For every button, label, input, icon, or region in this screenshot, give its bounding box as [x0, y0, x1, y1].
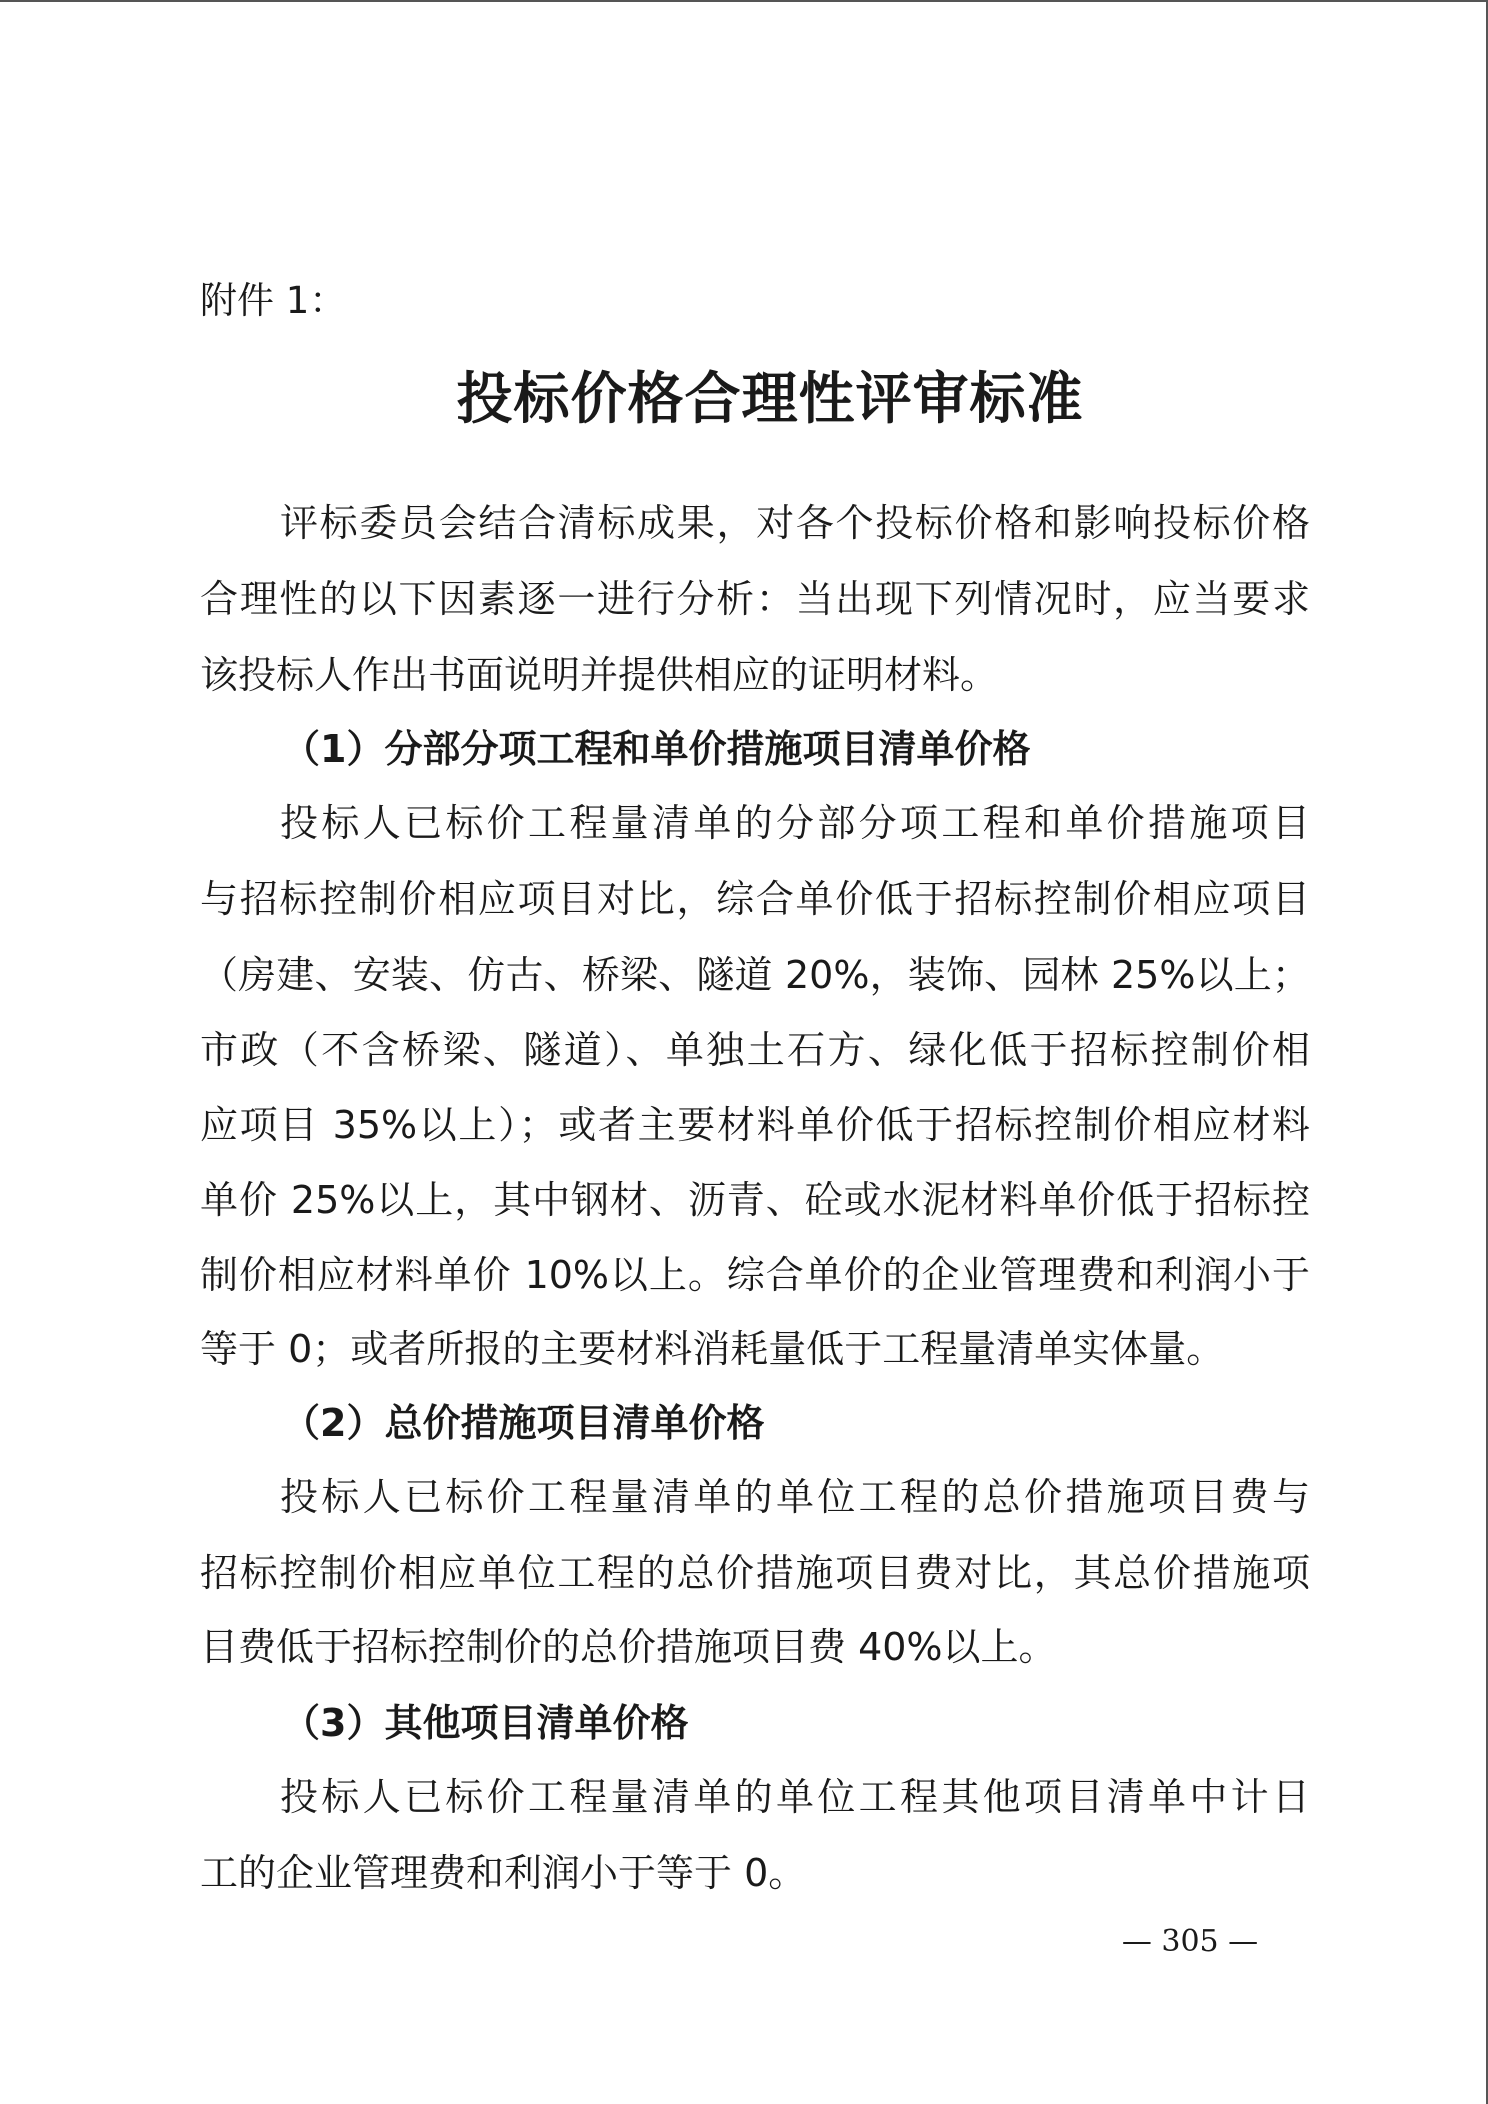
intro-line: 合理性的以下因素逐一进行分析：当出现下列情况时，应当要求	[200, 577, 1310, 621]
paragraph-line: 投标人已标价工程量清单的分部分项工程和单价措施项目	[280, 801, 1310, 845]
paragraph-line: 与招标控制价相应项目对比，综合单价低于招标控制价相应项目	[200, 877, 1310, 921]
intro-line: 该投标人作出书面说明并提供相应的证明材料。	[200, 653, 999, 697]
section-heading-1: （1）分部分项工程和单价措施项目清单价格	[282, 727, 1031, 771]
page-border-top	[0, 0, 1488, 2]
paragraph-line: 制价相应材料单价 10%以上。综合单价的企业管理费和利润小于	[200, 1253, 1310, 1297]
paragraph-line: （房建、安装、仿古、桥梁、隧道 20%，装饰、园林 25%以上；	[200, 953, 1310, 997]
paragraph-line: 招标控制价相应单位工程的总价措施项目费对比，其总价措施项	[200, 1551, 1310, 1595]
paragraph-line: 目费低于招标控制价的总价措施项目费 40%以上。	[200, 1625, 1057, 1669]
paragraph-line: 工的企业管理费和利润小于等于 0。	[200, 1851, 807, 1895]
intro-line: 评标委员会结合清标成果，对各个投标价格和影响投标价格	[280, 501, 1310, 545]
paragraph-line: 单价 25%以上，其中钢材、沥青、砼或水泥材料单价低于招标控	[200, 1178, 1310, 1222]
document-title: 投标价格合理性评审标准	[456, 367, 1084, 432]
section-heading-3: （3）其他项目清单价格	[282, 1701, 689, 1745]
section-heading-2: （2）总价措施项目清单价格	[282, 1401, 765, 1445]
paragraph-line: 等于 0；或者所报的主要材料消耗量低于工程量清单实体量。	[200, 1327, 1225, 1371]
paragraph-line: 投标人已标价工程量清单的单位工程其他项目清单中计日	[280, 1775, 1310, 1819]
page-number: — 305 —	[1121, 1924, 1259, 1959]
paragraph-line: 应项目 35%以上）；或者主要材料单价低于招标控制价相应材料	[200, 1103, 1310, 1147]
attachment-label: 附件 1：	[200, 279, 347, 322]
paragraph-line: 市政（不含桥梁、隧道）、单独土石方、绿化低于招标控制价相	[200, 1028, 1310, 1072]
paragraph-line: 投标人已标价工程量清单的单位工程的总价措施项目费与	[280, 1475, 1310, 1519]
